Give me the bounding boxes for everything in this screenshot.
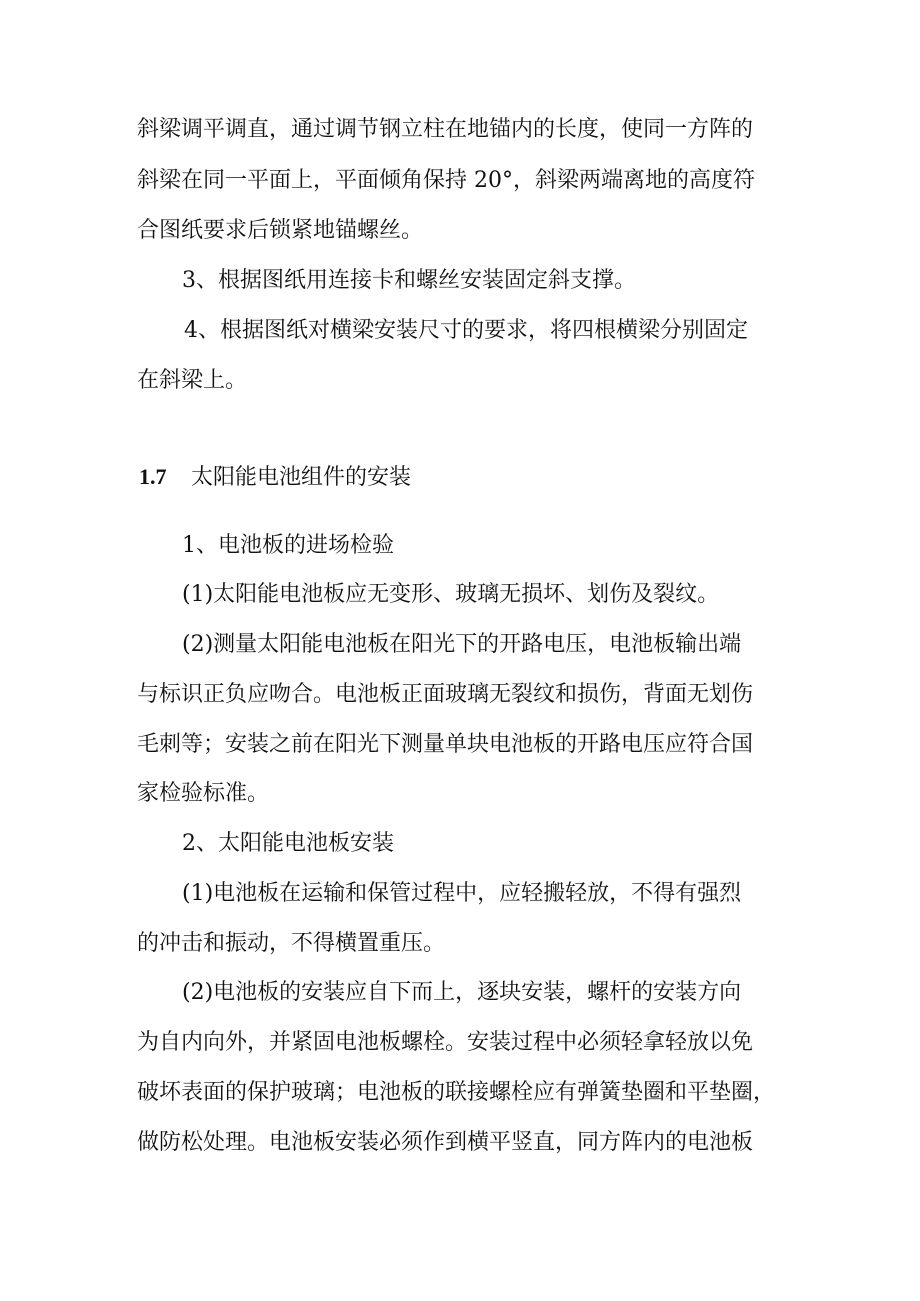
section-number: 1.7 — [139, 464, 167, 489]
list-item-4: 4、根据图纸对横梁安装尺寸的要求，将四根横梁分别固定 — [184, 318, 748, 343]
list-item-4-continued: 在斜梁上。 — [137, 368, 248, 393]
item-2-2-line-3: 破坏表面的保护玻璃；电池板的联接螺栓应有弹簧垫圈和平垫圈， — [137, 1080, 776, 1105]
item-2-2-line-2: 为自内向外，并紧固电池板螺栓。安装过程中必须轻拿轻放以免 — [137, 1030, 754, 1055]
list-item-3: 3、根据图纸用连接卡和螺丝安装固定斜支撑。 — [182, 268, 636, 293]
section-heading — [139, 462, 411, 493]
item-1-2-line-1: (2)测量太阳能电池板在阳光下的开路电压，电池板输出端 — [182, 632, 742, 657]
item-1-2-line-2: 与标识正负应吻合。电池板正面玻璃无裂纹和损伤，背面无划伤 — [137, 682, 754, 707]
subsection-heading-1: 1、电池板的进场检验 — [182, 533, 394, 558]
item-2-2-line-1: (2)电池板的安装应自下而上，逐块安装，螺杆的安装方向 — [182, 980, 742, 1005]
subsection-heading-2: 2、太阳能电池板安装 — [182, 831, 394, 856]
item-1-2-line-3: 毛刺等；安装之前在阳光下测量单块电池板的开路电压应符合国 — [137, 732, 754, 757]
item-2-1-line-1: (1)电池板在运输和保管过程中，应轻搬轻放，不得有强烈 — [182, 881, 742, 906]
item-2-2-line-4: 做防松处理。电池板安装必须作到横平竖直，同方阵内的电池板 — [137, 1130, 754, 1155]
item-1-2-line-4: 家检验标准。 — [137, 781, 270, 806]
item-1-1: (1)太阳能电池板应无变形、玻璃无损坏、划伤及裂纹。 — [182, 582, 720, 607]
paragraph-line-2: 斜梁在同一平面上，平面倾角保持 20°，斜梁两端离地的高度符 — [137, 168, 755, 193]
section-title: 太阳能电池组件的安装 — [191, 465, 412, 490]
item-2-1-line-2: 的冲击和振动，不得横置重压。 — [137, 931, 446, 956]
paragraph-line-3: 合图纸要求后锁紧地锚螺丝。 — [137, 218, 424, 243]
paragraph-line-1: 斜梁调平调直，通过调节钢立柱在地锚内的长度，使同一方阵的 — [137, 117, 754, 142]
